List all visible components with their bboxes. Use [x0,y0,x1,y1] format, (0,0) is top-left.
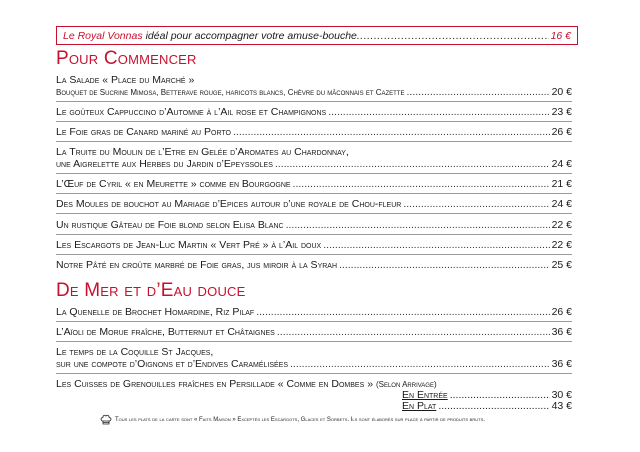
leader-dots [438,400,549,412]
menu-item-price: 26 € [551,126,572,138]
menu-item-title: Le Foie gras de Canard mariné au Porto [56,126,231,138]
promo-price: 16 € [550,29,571,42]
divider [56,213,572,214]
promo-leader-dots [357,30,549,42]
option-label: En Entrée [402,389,448,401]
divider [56,373,572,374]
menu-item-title: Des Moules de bouchot au Mariage d’Epices autour d’une royale de Chou-fleur [56,198,402,210]
promo-box [56,26,578,45]
leader-dots [293,178,550,190]
menu-item-price: 23 € [551,106,572,118]
menu-item [56,106,572,118]
menu-item-price: 22 € [551,239,572,251]
divider [56,234,572,235]
menu-item-price: 22 € [551,219,572,231]
leader-dots [403,198,549,210]
menu-item [56,259,572,271]
divider [56,321,572,322]
menu-item-detail-line [56,86,572,98]
menu-item-price: 25 € [551,259,572,271]
divider [56,101,572,102]
menu-item-title: Les Cuisses de Grenouilles fraîches en Persillade « Comme en Dombes » [56,378,374,390]
menu-item-title-line2: sur une compote d’Oignons et d’Endives Caramélisées [56,358,289,370]
menu-item-price: 24 € [551,198,572,210]
leader-dots [256,306,549,318]
divider [56,173,572,174]
menu-item [56,219,572,231]
menu-item-title: Le goûteux Cappuccino d’Automne à l’Ail rose et Champignons [56,106,327,118]
section-title-pour-commencer: Pour Commencer [56,48,197,69]
menu-item-price: 36 € [551,358,572,370]
menu-item-price: 21 € [551,178,572,190]
menu-item-title: La Salade « Place du Marché » [56,74,195,86]
section-title-de-mer: De Mer et d’Eau douce [56,280,246,301]
option-price: 43 € [551,400,572,412]
menu-item [56,126,572,138]
menu-item-title: Les Escargots de Jean-Luc Martin « Vert Pré » à l’Ail doux [56,239,322,251]
option-label: En Plat [402,400,437,412]
divider [56,341,572,342]
promo-description: idéal pour accompagner votre amuse-bouche [145,29,357,42]
menu-item [56,198,572,210]
menu-item [56,358,572,370]
leader-dots [328,106,549,118]
menu-item-title-line1: Le temps de la Coquille St Jacques, [56,346,214,358]
menu-item-price: 20 € [551,86,572,98]
menu-item [56,239,572,251]
divider [56,121,572,122]
leader-dots [286,219,550,231]
menu-item-option [402,400,572,412]
leader-dots [275,158,550,170]
menu-item-title: Un rustique Gâteau de Foie blond selon Elisa Blanc [56,219,284,231]
menu-item [56,178,572,190]
chef-hat-icon [100,414,112,425]
leader-dots [233,126,550,138]
menu-item-price: 24 € [551,158,572,170]
menu-item [56,158,572,170]
option-price: 30 € [551,389,572,401]
leader-dots [407,86,550,98]
divider [56,141,572,142]
menu-item-note: (Selon Arrivage) [375,380,437,389]
menu-item-title: L’Œuf de Cyril « en Meurette » comme en Bourgogne [56,178,291,190]
menu-item-detail: Bouquet de Sucrine Mimosa, Betterave rouge, haricots blancs, Chèvre du mâconnais et Cazette [56,88,405,97]
menu-item [56,306,572,318]
menu-item-title-line2: une Aigrelette aux Herbes du Jardin d’Epeyssoles [56,158,273,170]
leader-dots [277,326,550,338]
menu-item-price: 26 € [551,306,572,318]
menu-item-title-line1: La Truite du Moulin de l’Etre en Gelée d’Aromates au Chardonnay, [56,146,349,158]
divider [56,254,572,255]
menu-item-price: 36 € [551,326,572,338]
menu-item-title: Notre Pâté en croûte marbré de Foie gras, jus miroir à la Syrah [56,259,338,271]
footer-text: Tous les plats de la carte sont « Faits Maison » Exceptés les Escargots, Glaces et Sorbets. Ils sont élaborés sur place à partir de produits bruts. [115,416,485,423]
menu-item-title: L’Aïoli de Morue fraîche, Butternut et Châtaignes [56,326,275,338]
leader-dots [290,358,550,370]
divider [56,193,572,194]
leader-dots [339,259,550,271]
leader-dots [323,239,549,251]
footer [100,414,485,425]
promo-name: Le Royal Vonnas [63,29,143,42]
menu-item [56,326,572,338]
menu-item-title: La Quenelle de Brochet Homardine, Riz Pilaf [56,306,255,318]
menu-item-title-line [56,378,437,390]
